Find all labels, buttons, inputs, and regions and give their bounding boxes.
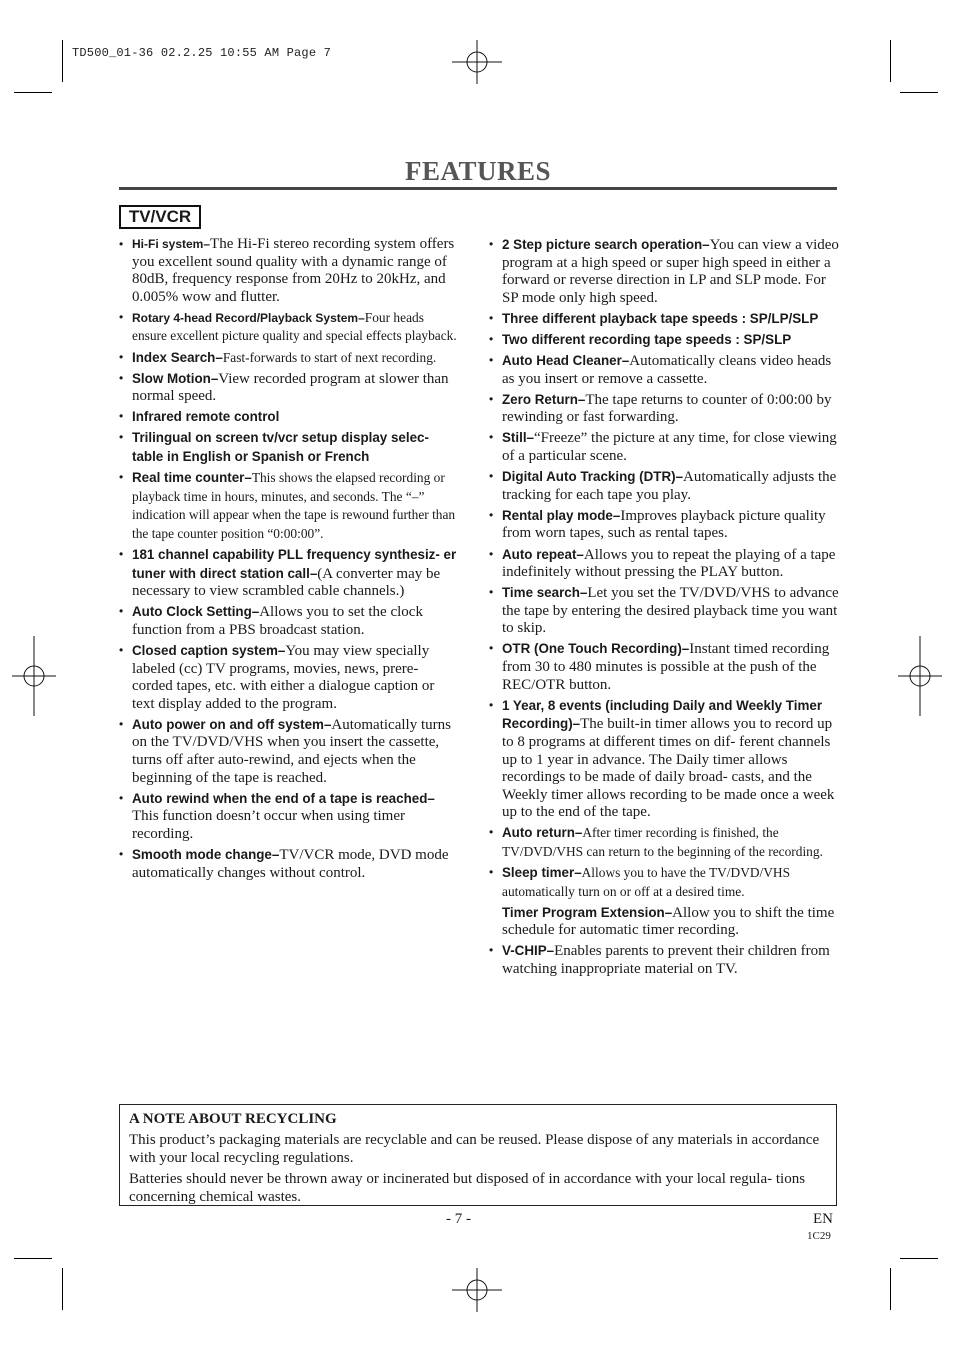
crop-mark bbox=[890, 40, 891, 82]
list-item: • Auto rewind when the end of a tape is reached–This function doesn’t occur when using timer recording. bbox=[119, 790, 435, 842]
list-item: • Rotary 4-head Record/Playback System–Four heads ensure excellent picture quality and special effects playback. bbox=[119, 309, 457, 344]
list-item: • Zero Return–The tape returns to counter of 0:00:00 by rewinding or fast forwarding. bbox=[489, 391, 832, 426]
list-item: • Auto Clock Setting–Allows you to set the clock function from a PBS broadcast station. bbox=[119, 604, 423, 638]
list-item: • Auto Head Cleaner–Automatically cleans video heads as you insert or remove a cassette. bbox=[489, 353, 832, 387]
recycling-note bbox=[119, 1104, 837, 1206]
note-paragraph: This product’s packaging materials are recyclable and can be reused. Please dispose of any materials in accordance with your local recycling regulations. bbox=[129, 1132, 820, 1166]
section-label: TV/VCR bbox=[119, 205, 201, 229]
list-item: • Slow Motion–View recorded program at slower than normal speed. bbox=[119, 370, 449, 405]
list-item: • Digital Auto Tracking (DTR)–Automatically adjusts the tracking for each tape you play. bbox=[489, 469, 837, 503]
features-list-right bbox=[489, 236, 839, 981]
document-code: 1C29 bbox=[807, 1230, 831, 1242]
note-paragraph: Batteries should never be thrown away or incinerated but disposed of in accordance with your local regula- tions concerning chemical wastes. bbox=[129, 1171, 806, 1205]
crop-mark bbox=[900, 92, 938, 93]
list-item: • Rental play mode–Improves playback picture quality from worn tapes, such as rental tapes. bbox=[489, 507, 826, 542]
crop-mark bbox=[62, 1268, 63, 1310]
page-number: - 7 - bbox=[446, 1211, 471, 1227]
list-item: • 2 Step picture search operation–You can view a video program at a high speed or super high speed in either a forward or reverse direction in LP and SLP mode. For SP mode only high speed. bbox=[489, 237, 839, 306]
registration-mark-icon bbox=[452, 40, 502, 84]
list-item: • Trilingual on screen tv/vcr setup display selec- table in English or Spanish or French bbox=[119, 430, 429, 465]
list-item: • Index Search–Fast-forwards to start of next recording. bbox=[119, 349, 437, 365]
list-item: • Still–“Freeze” the picture at any time, for close viewing of a particular scene. bbox=[489, 430, 837, 465]
list-item: • Auto power on and off system–Automatically turns on the TV/DVD/VHS when you insert the cassette, turns off after auto-rewind, and ejects when the beginning of the tape is reached. bbox=[119, 716, 451, 786]
features-list-left bbox=[119, 236, 457, 885]
list-item: • Time search–Let you set the TV/DVD/VHS to advance the tape by entering the desired playback time you want to skip. bbox=[489, 585, 839, 637]
list-item: • 181 channel capability PLL frequency synthesiz- er tuner with direct station call–(A converter may be necessary to view scrambled cable channels.) bbox=[119, 547, 457, 600]
crop-mark bbox=[14, 1258, 52, 1259]
list-item: • Three different playback tape speeds : SP/LP/SLP bbox=[489, 310, 819, 326]
list-item: • Sleep timer–Allows you to have the TV/DVD/VHS automatically turn on or off at a desired time. bbox=[489, 865, 791, 899]
list-item: Timer Program Extension–Allow you to shift the time schedule for automatic timer recording. bbox=[502, 904, 835, 939]
list-item: • Hi-Fi system–The Hi-Fi stereo recording system offers you excellent sound quality with a dynamic range of 80dB, frequency response from 20Hz to 20kHz, and 0.005% wow and flutter. bbox=[119, 236, 455, 305]
crop-mark bbox=[900, 1258, 938, 1259]
list-item: • Auto repeat–Allows you to repeat the playing of a tape indefinitely without pressing the PLAY button. bbox=[489, 546, 836, 581]
list-item: • Closed caption system–You may view specially labeled (cc) TV programs, movies, news, prere- corded tapes, etc. with either a dialogue caption or text display added to the program. bbox=[119, 642, 435, 712]
language-code: EN bbox=[813, 1211, 833, 1227]
page-title: FEATURES bbox=[404, 156, 552, 186]
registration-mark-icon bbox=[452, 1268, 502, 1312]
crop-mark bbox=[890, 1268, 891, 1310]
list-item: • 1 Year, 8 events (including Daily and Weekly Timer Recording)–The built-in timer allows you to record up to 8 programs at different times on dif- ferent channels up to 1 year in advance. The Daily timer allows recordings to be made of daily broad- casts, and the Weekly timer allows recording to be made once a week up to the end of the tape. bbox=[489, 697, 835, 821]
registration-mark-icon bbox=[898, 636, 942, 716]
list-item: • Smooth mode change–TV/VCR mode, DVD mode automatically changes without control. bbox=[119, 847, 449, 881]
crop-mark bbox=[14, 92, 52, 93]
crop-mark bbox=[62, 40, 63, 82]
list-item: • V-CHIP–Enables parents to prevent their children from watching inappropriate material on TV. bbox=[489, 943, 830, 978]
note-title: A NOTE ABOUT RECYCLING bbox=[129, 1111, 337, 1127]
list-item: • Real time counter–This shows the elapsed recording or playback time in hours, minutes, and seconds. The “–” indication will appear when the tape is rewound further than the tape counter position “0:00:00”. bbox=[119, 470, 456, 541]
list-item: • Infrared remote control bbox=[119, 409, 280, 425]
registration-mark-icon bbox=[12, 636, 56, 716]
list-item: • Two different recording tape speeds : SP/SLP bbox=[489, 331, 792, 347]
title-rule bbox=[119, 187, 837, 190]
list-item: • Auto return–After timer recording is finished, the TV/DVD/VHS can return to the beginning of the recording. bbox=[489, 825, 823, 859]
print-slug: TD500_01-36 02.2.25 10:55 AM Page 7 bbox=[72, 46, 332, 60]
list-item: • OTR (One Touch Recording)–Instant timed recording from 30 to 480 minutes is possible at the push of the REC/OTR button. bbox=[489, 641, 830, 693]
